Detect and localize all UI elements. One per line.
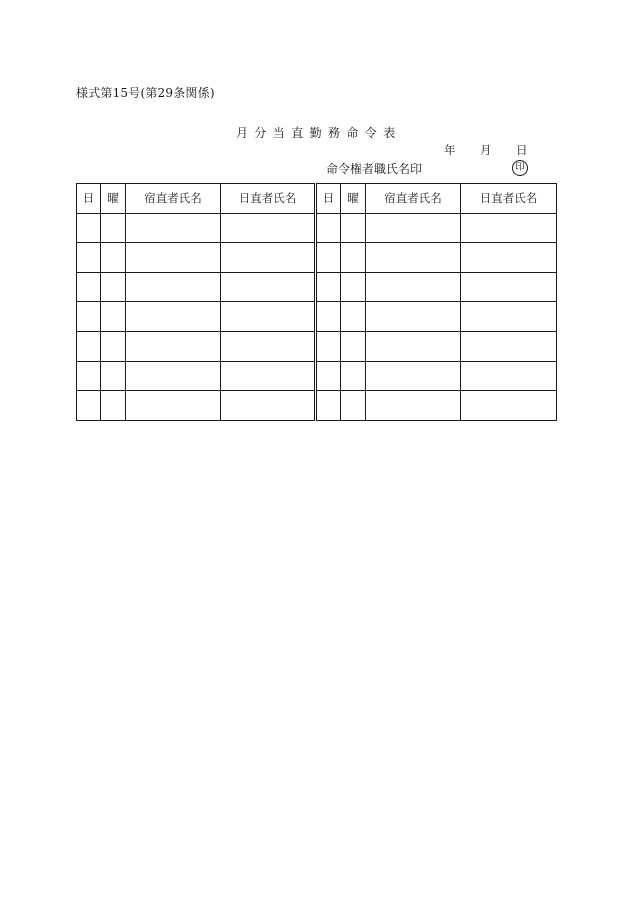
cell-night-duty-name[interactable] bbox=[126, 272, 221, 302]
cell-day-duty-name[interactable] bbox=[221, 213, 316, 243]
cell-weekday[interactable] bbox=[101, 272, 126, 302]
table-row bbox=[77, 272, 557, 302]
cell-weekday[interactable] bbox=[101, 331, 126, 361]
date-day-label: 日 bbox=[516, 143, 528, 157]
date-month-label: 月 bbox=[480, 143, 492, 157]
cell-day-duty-name[interactable] bbox=[461, 243, 557, 273]
cell-day[interactable] bbox=[77, 243, 101, 273]
cell-day[interactable] bbox=[77, 302, 101, 332]
cell-night-duty-name[interactable] bbox=[126, 361, 221, 391]
column-header-day: 日 bbox=[316, 184, 341, 214]
cell-weekday[interactable] bbox=[101, 302, 126, 332]
cell-day[interactable] bbox=[77, 391, 101, 421]
cell-weekday[interactable] bbox=[341, 243, 366, 273]
cell-day-duty-name[interactable] bbox=[221, 361, 316, 391]
cell-night-duty-name[interactable] bbox=[126, 391, 221, 421]
cell-night-duty-name[interactable] bbox=[126, 243, 221, 273]
cell-day-duty-name[interactable] bbox=[461, 302, 557, 332]
cell-night-duty-name[interactable] bbox=[126, 331, 221, 361]
cell-day-duty-name[interactable] bbox=[461, 331, 557, 361]
cell-day[interactable] bbox=[77, 213, 101, 243]
table-row bbox=[77, 213, 557, 243]
document-title: 月分当直勤務命令表 bbox=[236, 126, 402, 140]
cell-night-duty-name[interactable] bbox=[366, 213, 461, 243]
duty-schedule-table bbox=[76, 183, 557, 421]
column-header-night-duty-name: 宿直者氏名 bbox=[366, 184, 461, 214]
table-row bbox=[77, 243, 557, 273]
cell-day-duty-name[interactable] bbox=[221, 391, 316, 421]
cell-weekday[interactable] bbox=[101, 213, 126, 243]
cell-weekday[interactable] bbox=[341, 302, 366, 332]
cell-weekday[interactable] bbox=[341, 213, 366, 243]
column-header-day: 日 bbox=[77, 184, 101, 214]
cell-night-duty-name[interactable] bbox=[366, 361, 461, 391]
date-year-label: 年 bbox=[444, 143, 456, 157]
issuer-name-label: 命令権者職氏名印 bbox=[326, 162, 423, 176]
cell-weekday[interactable] bbox=[101, 243, 126, 273]
cell-day-duty-name[interactable] bbox=[221, 272, 316, 302]
cell-day[interactable] bbox=[316, 361, 341, 391]
cell-weekday[interactable] bbox=[341, 272, 366, 302]
table-row bbox=[77, 331, 557, 361]
form-number: 様式第15号(第29条関係) bbox=[76, 86, 215, 100]
cell-day[interactable] bbox=[77, 272, 101, 302]
cell-night-duty-name[interactable] bbox=[366, 331, 461, 361]
cell-day-duty-name[interactable] bbox=[461, 391, 557, 421]
cell-day[interactable] bbox=[316, 331, 341, 361]
cell-day-duty-name[interactable] bbox=[461, 272, 557, 302]
cell-weekday[interactable] bbox=[101, 391, 126, 421]
cell-night-duty-name[interactable] bbox=[366, 391, 461, 421]
cell-day[interactable] bbox=[316, 302, 341, 332]
table-row bbox=[77, 361, 557, 391]
seal-mark: 印 bbox=[512, 160, 528, 176]
cell-night-duty-name[interactable] bbox=[126, 302, 221, 332]
column-header-day-duty-name: 日直者氏名 bbox=[461, 184, 557, 214]
cell-day[interactable] bbox=[316, 391, 341, 421]
cell-day-duty-name[interactable] bbox=[221, 331, 316, 361]
cell-night-duty-name[interactable] bbox=[126, 213, 221, 243]
cell-day-duty-name[interactable] bbox=[221, 243, 316, 273]
cell-day[interactable] bbox=[77, 331, 101, 361]
table-header-row bbox=[77, 184, 557, 214]
column-header-night-duty-name: 宿直者氏名 bbox=[126, 184, 221, 214]
table-body bbox=[77, 213, 557, 420]
cell-weekday[interactable] bbox=[341, 391, 366, 421]
column-header-weekday: 曜 bbox=[341, 184, 366, 214]
cell-weekday[interactable] bbox=[341, 361, 366, 391]
cell-day[interactable] bbox=[77, 361, 101, 391]
cell-night-duty-name[interactable] bbox=[366, 243, 461, 273]
cell-day[interactable] bbox=[316, 243, 341, 273]
cell-weekday[interactable] bbox=[341, 331, 366, 361]
cell-weekday[interactable] bbox=[101, 361, 126, 391]
table-row bbox=[77, 302, 557, 332]
table-row bbox=[77, 391, 557, 421]
column-header-weekday: 曜 bbox=[101, 184, 126, 214]
cell-day[interactable] bbox=[316, 272, 341, 302]
cell-day-duty-name[interactable] bbox=[221, 302, 316, 332]
cell-night-duty-name[interactable] bbox=[366, 302, 461, 332]
cell-day-duty-name[interactable] bbox=[461, 213, 557, 243]
cell-day-duty-name[interactable] bbox=[461, 361, 557, 391]
cell-day[interactable] bbox=[316, 213, 341, 243]
column-header-day-duty-name: 日直者氏名 bbox=[221, 184, 316, 214]
cell-night-duty-name[interactable] bbox=[366, 272, 461, 302]
